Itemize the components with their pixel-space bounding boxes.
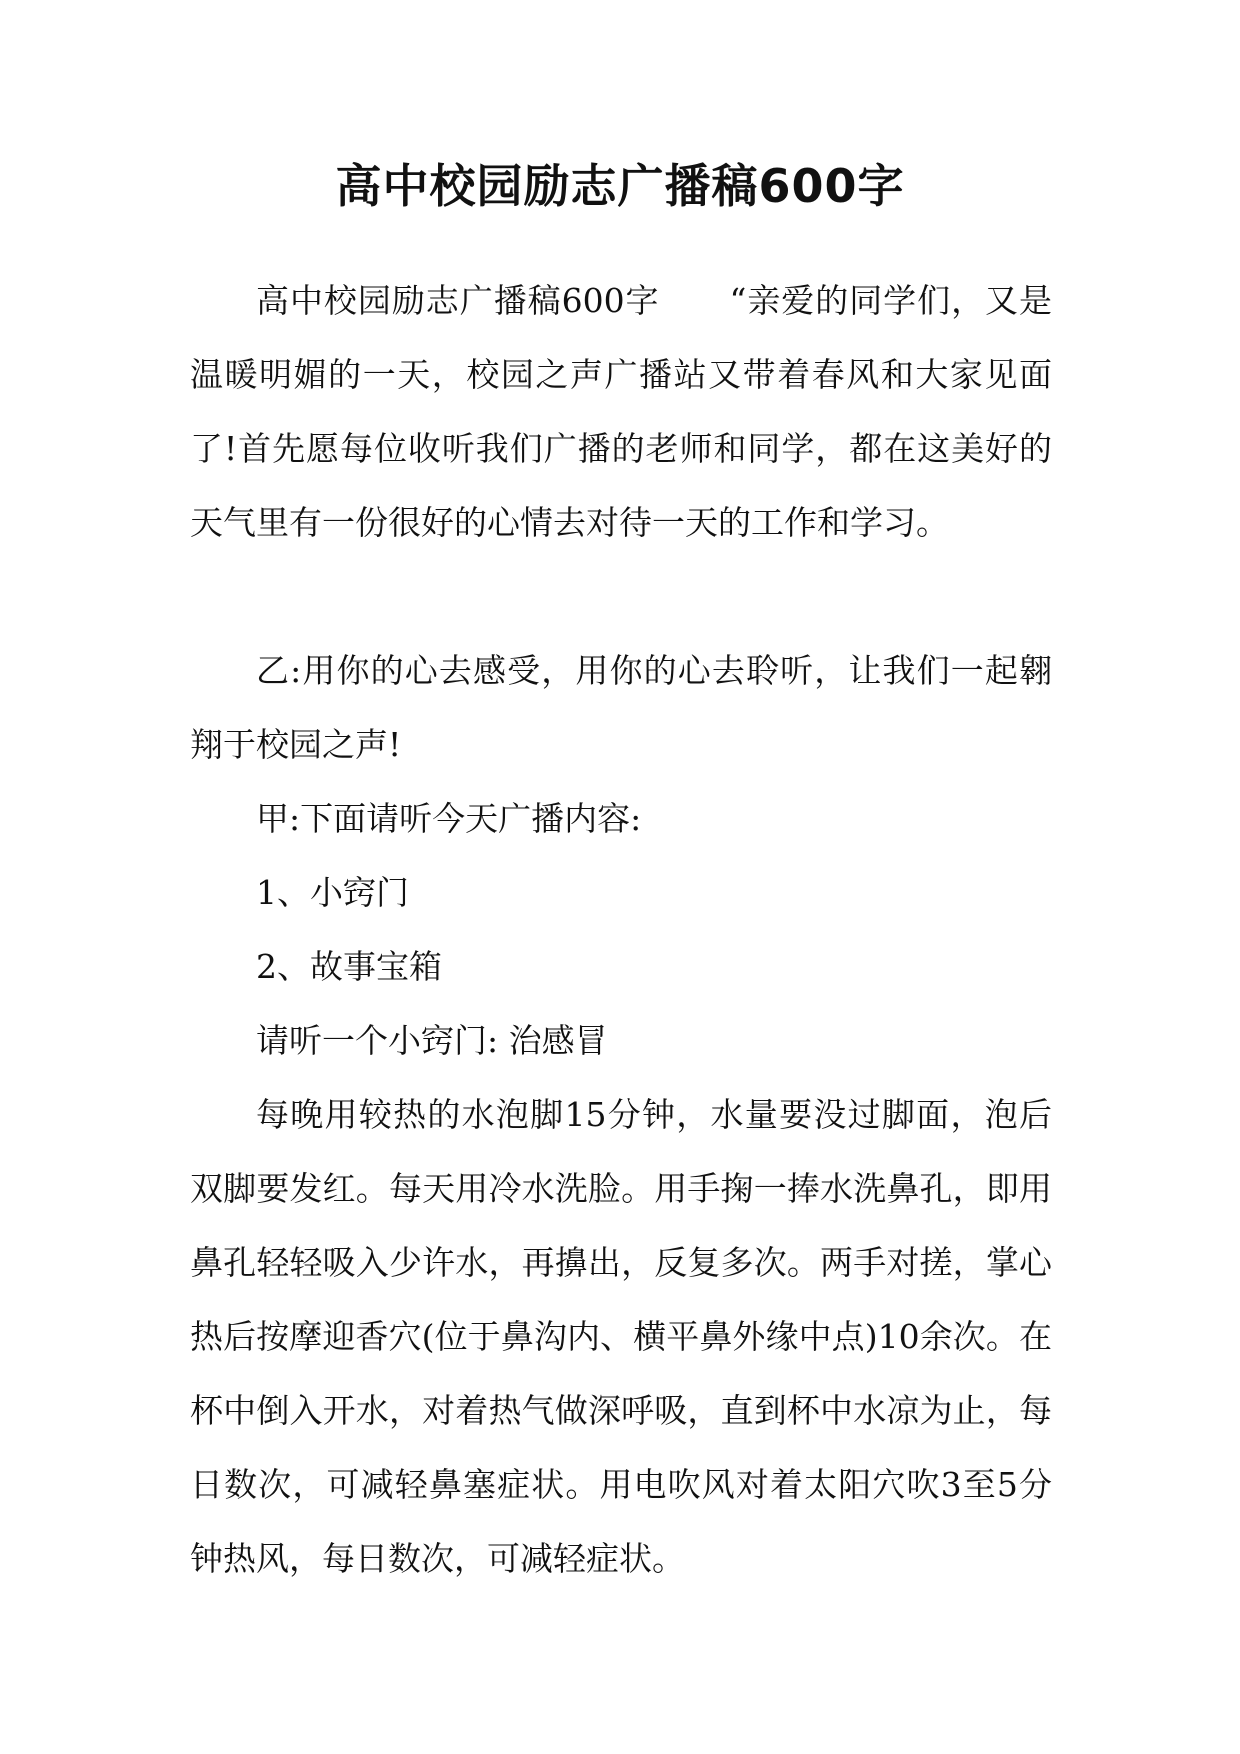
paragraph-dialogue-jia: 甲:下面请听今天广播内容:: [256, 799, 642, 838]
list-item-tips: 1、小窍门: [256, 873, 409, 912]
paragraph-tip-body: 每晚用较热的水泡脚15分钟，水量要没过脚面，泡后双脚要发红。每天用冷水洗脸。用手掬一捧水洗鼻孔，即用鼻孔轻轻吸入少许水，再擤出，反复多次。两手对搓，掌心热后按摩迎香穴(位于鼻沟内、横平鼻外缘中点)10余次。在杯中倒入开水，对着热气做深呼吸，直到杯中水凉为止，每日数次，可减轻鼻塞症状。用电吹风对着太阳穴吹3至5分钟热风，每日数次，可减轻症状。: [190, 1095, 1052, 1578]
intro-label: 高中校园励志广播稿600字: [256, 281, 660, 320]
intro-paragraph: [190, 264, 1052, 560]
paragraph-tip-heading: 请听一个小窍门: 治感冒: [256, 1021, 608, 1060]
intro-text: “亲爱的同学们，又是温暖明媚的一天，校园之声广播站又带着春风和大家见面了!首先愿每位收听我们广播的老师和同学，都在这美好的天气里有一份很好的心情去对待一天的工作和学习。: [190, 281, 1052, 542]
document-body: [190, 264, 1052, 1596]
list-item-stories: 2、故事宝箱: [256, 947, 442, 986]
paragraph-dialogue-yi: 乙:用你的心去感受，用你的心去聆听，让我们一起翱翔于校园之声!: [190, 651, 1052, 764]
document-title: 高中校园励志广播稿600字: [335, 159, 905, 213]
